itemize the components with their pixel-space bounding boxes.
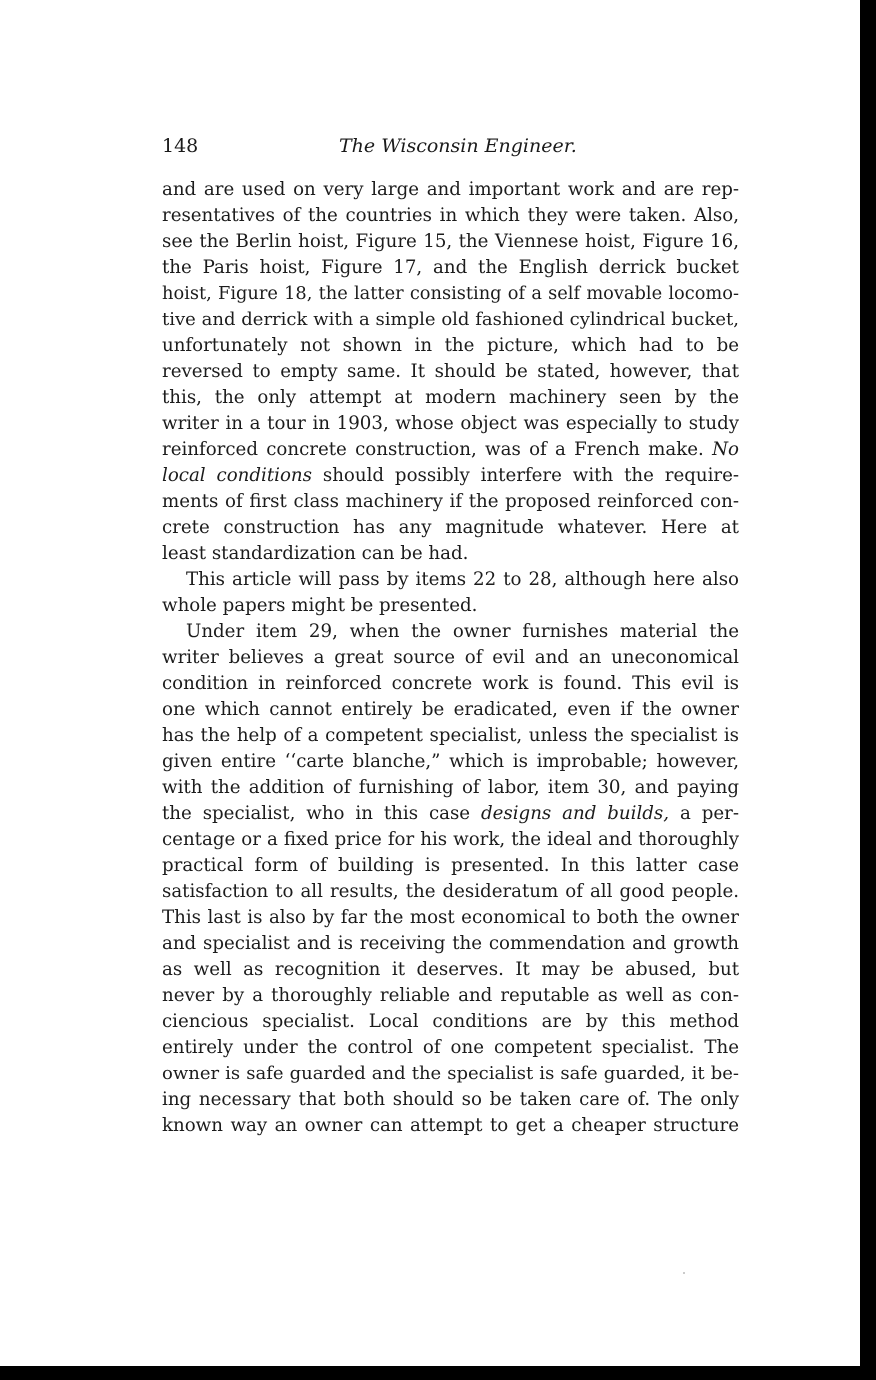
text-line: unfortunately not shown in the picture, which had to be — [162, 335, 739, 356]
page-header — [162, 135, 739, 165]
text-line: one which cannot entirely be eradicated, even if the owner — [162, 699, 739, 720]
text-segment: reinforced concrete construction, was of a French make. — [162, 439, 704, 460]
text-line: This article will pass by items 22 to 28, although here also — [186, 569, 739, 590]
text-line: ciencious specialist. Local conditions are by this method — [162, 1011, 739, 1032]
text-line: hoist, Figure 18, the latter consisting of a self movable locomo- — [162, 283, 739, 304]
text-line: has the help of a competent specialist, unless the specialist is — [162, 725, 739, 746]
text-line: this, the only attempt at modern machinery seen by the — [162, 387, 739, 408]
text-line: ing necessary that both should so be taken care of. The only — [162, 1089, 739, 1110]
text-line: owner is safe guarded and the specialist is safe guarded, it be- — [162, 1063, 739, 1084]
text-line: reversed to empty same. It should be stated, however, that — [162, 361, 739, 382]
text-line: satisfaction to all results, the desideratum of all good people. — [162, 881, 739, 902]
text-line: given entire ‘‘carte blanche,” which is improbable; however, — [162, 751, 739, 772]
text-line: This last is also by far the most economical to both the owner — [162, 907, 739, 928]
text-line: whole papers might be presented. — [162, 595, 478, 616]
text-line: entirely under the control of one competent specialist. The — [162, 1037, 739, 1058]
text-line: crete construction has any magnitude whatever. Here at — [162, 517, 739, 538]
text-segment: the specialist, who in this case — [162, 803, 471, 824]
text-line: resentatives of the countries in which they were taken. Also, — [162, 205, 739, 226]
text-line — [162, 463, 739, 489]
italic-text: No — [712, 439, 739, 460]
italic-text: designs and builds, — [481, 803, 670, 824]
text-line: and specialist and is receiving the commendation and growth — [162, 933, 739, 954]
text-line — [162, 437, 739, 463]
text-line: as well as recognition it deserves. It may be abused, but — [162, 959, 739, 980]
paper-speck — [683, 1272, 685, 1274]
text-line: see the Berlin hoist, Figure 15, the Viennese hoist, Figure 16, — [162, 231, 739, 252]
text-line: Under item 29, when the owner furnishes material the — [186, 621, 739, 642]
text-line — [162, 801, 739, 827]
text-line: condition in reinforced concrete work is found. This evil is — [162, 673, 739, 694]
text-segment: a per- — [679, 803, 739, 824]
italic-text: local conditions — [162, 465, 312, 486]
text-line: and are used on very large and important work and are rep- — [162, 179, 739, 200]
text-segment: should possibly interfere with the require- — [322, 465, 740, 486]
text-line: with the addition of furnishing of labor, item 30, and paying — [162, 777, 739, 798]
text-line: known way an owner can attempt to get a cheaper structure — [162, 1115, 739, 1136]
text-line: the Paris hoist, Figure 17, and the English derrick bucket — [162, 257, 739, 278]
page-number: 148 — [162, 135, 199, 157]
text-line: least standardization can be had. — [162, 543, 469, 564]
text-line: writer believes a great source of evil and an uneconomical — [162, 647, 739, 668]
text-line: never by a thoroughly reliable and reputable as well as con- — [162, 985, 739, 1006]
text-line: writer in a tour in 1903, whose object was especially to study — [162, 413, 739, 434]
running-title: The Wisconsin Engineer. — [339, 135, 577, 157]
text-line: ments of first class machinery if the proposed reinforced con- — [162, 491, 739, 512]
text-line: centage or a fixed price for his work, the ideal and thoroughly — [162, 829, 739, 850]
text-line: practical form of building is presented. In this latter case — [162, 855, 739, 876]
text-line: tive and derrick with a simple old fashioned cylindrical bucket, — [162, 309, 739, 330]
body-text — [162, 177, 739, 1139]
